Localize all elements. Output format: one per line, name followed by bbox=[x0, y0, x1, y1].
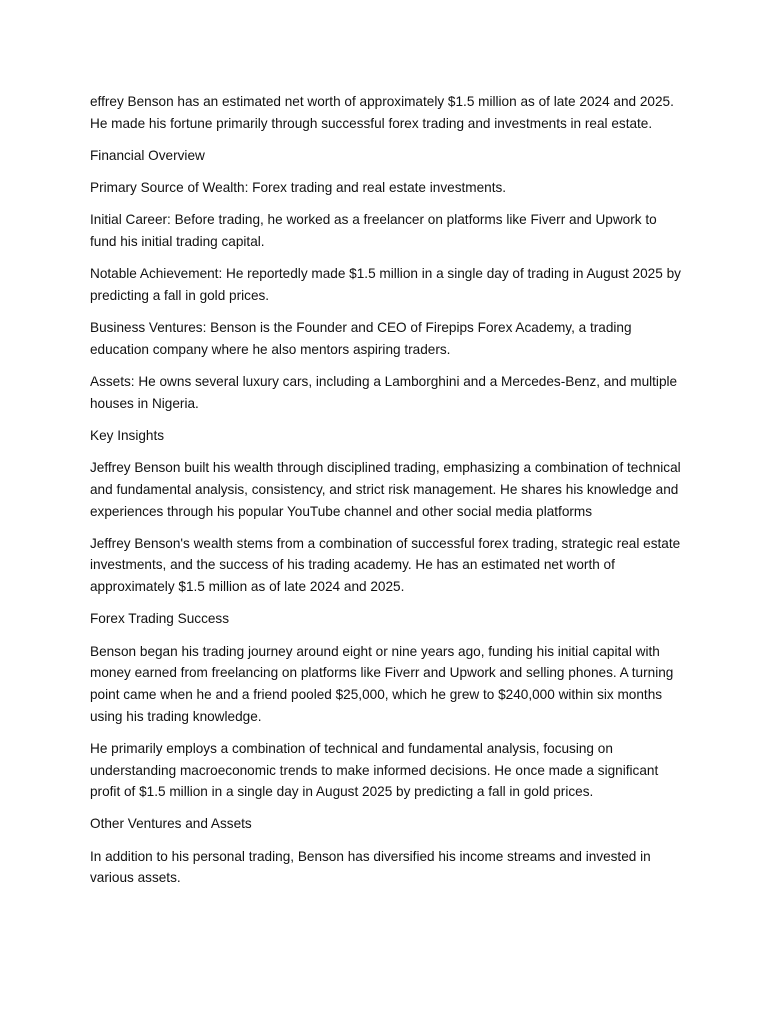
heading-forex-trading-success: Forex Trading Success bbox=[90, 611, 230, 627]
intro-paragraph: effrey Benson has an estimated net worth of approximately $1.5 million as of late 2024 and 2025. He made his fortune primarily through successful forex trading and investments in real estate. bbox=[90, 94, 674, 131]
paragraph-trading-journey: Benson began his trading journey around eight or nine years ago, funding his initial capital with money earned from freelancing on platforms like Fiverr and Upwork and selling phones. A turning point came when he and a friend pooled $25,000, which he grew to $240,000 within six months using his trading knowledge. bbox=[90, 643, 674, 724]
paragraph-wealth-sources: Jeffrey Benson's wealth stems from a combination of successful forex trading, strategic real estate investments, and the success of his trading academy. He has an estimated net worth of approximately $1.5 million as of late 2024 and 2025. bbox=[90, 535, 681, 595]
heading-financial-overview: Financial Overview bbox=[90, 147, 205, 163]
document-body bbox=[90, 91, 686, 900]
paragraph-assets: Assets: He owns several luxury cars, including a Lamborghini and a Mercedes-Benz, and multiple houses in Nigeria. bbox=[90, 374, 678, 411]
heading-key-insights: Key Insights bbox=[90, 427, 165, 443]
paragraph-trading-method: He primarily employs a combination of technical and fundamental analysis, focusing on understanding macroeconomic trends to make informed decisions. He once made a significant profit of $1.5 million in a single day in August 2025 by predicting a fall in gold prices. bbox=[90, 740, 659, 800]
paragraph-initial-career: Initial Career: Before trading, he worked as a freelancer on platforms like Fiverr and Upwork to fund his initial trading capital. bbox=[90, 212, 657, 250]
paragraph-notable-achievement: Notable Achievement: He reportedly made $1.5 million in a single day of trading in August 2025 by predicting a fall in gold prices. bbox=[90, 266, 681, 303]
heading-other-ventures: Other Ventures and Assets bbox=[90, 816, 252, 832]
paragraph-business-ventures: Business Ventures: Benson is the Founder and CEO of Firepips Forex Academy, a trading education company where he also mentors aspiring traders. bbox=[90, 320, 632, 357]
paragraph-wealth-discipline: Jeffrey Benson built his wealth through disciplined trading, emphasizing a combination of technical and fundamental analysis, consistency, and strict risk management. He shares his knowledge and experiences through his popular YouTube channel and other social media platforms bbox=[90, 460, 681, 519]
paragraph-primary-source: Primary Source of Wealth: Forex trading and real estate investments. bbox=[90, 180, 507, 196]
paragraph-diversification: In addition to his personal trading, Benson has diversified his income streams and invested in various assets. bbox=[90, 848, 651, 886]
